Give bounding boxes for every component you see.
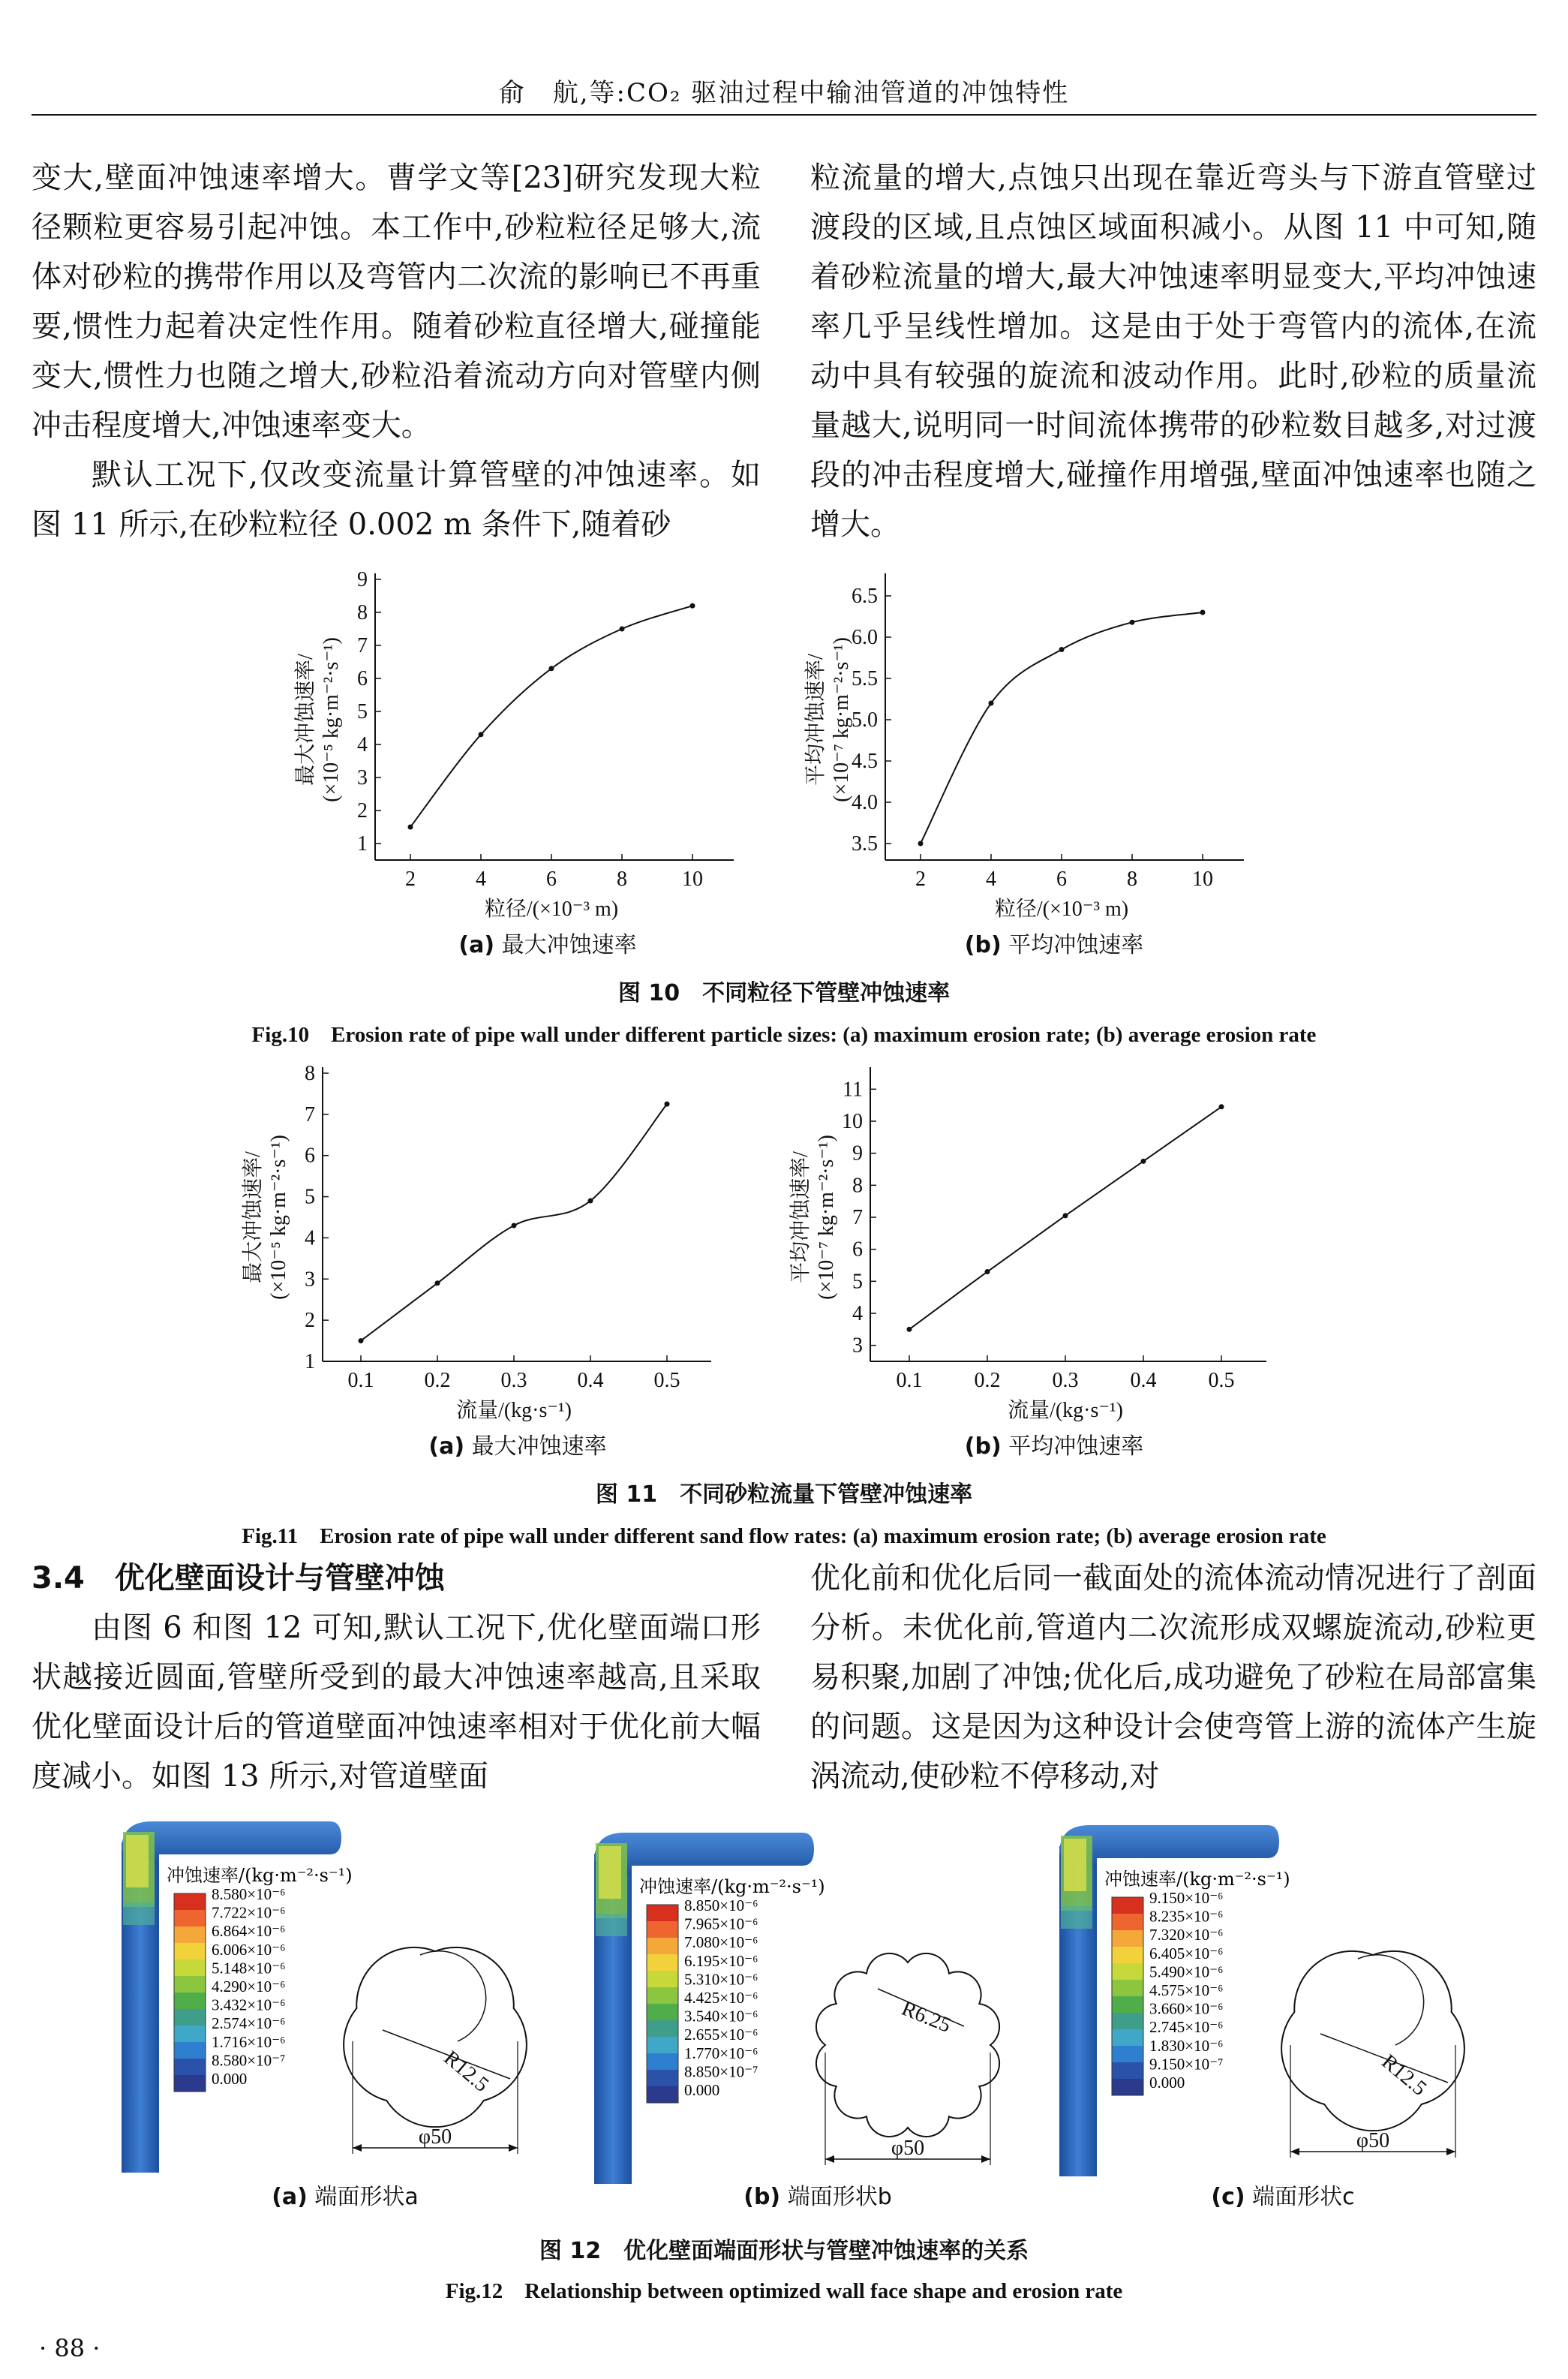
erosion-hotspot-core — [599, 1846, 621, 1899]
legend-swatch — [174, 1910, 206, 1926]
fig12-panel-a — [113, 1820, 563, 2173]
legend-swatch — [647, 2020, 678, 2037]
y-tick-label: 4.5 — [852, 750, 878, 773]
x-tick-label: 8 — [1127, 868, 1137, 891]
fig12-subcaption-a: (a) 端面形状a — [272, 2184, 419, 2210]
right-paragraph-2: 优化前和优化后同一截面处的流体流动情况进行了剖面分析。未优化前,管道内二次流形成双螺旋流动,砂粒更易积聚,加剧了冲蚀;优化后,成功避免了砂粒在局部富集的问题。这是因为这种设计会使弯管上游的流体产生旋涡流动,使砂粒不停移动,对 — [810, 1561, 1536, 1794]
legend-title: 冲蚀速率/(kg·m⁻²·s⁻¹) — [167, 1865, 353, 1886]
x-tick-label: 0.2 — [974, 1369, 1001, 1392]
arc-detail — [1358, 1955, 1424, 2045]
x-tick-label: 6 — [546, 868, 557, 891]
x-tick-label: 0.2 — [424, 1369, 451, 1392]
y-tick-label: 3 — [357, 766, 368, 789]
fig11a-chart — [233, 1058, 720, 1433]
y-tick-label: 6.0 — [852, 626, 878, 649]
legend-value: 4.425×10⁻⁶ — [684, 1989, 758, 2007]
data-point — [588, 1199, 593, 1204]
dim-arrow-left — [1290, 2148, 1299, 2155]
y-tick-label: 7 — [852, 1206, 863, 1229]
y-axis-label-unit: (×10⁻⁵ kg·m⁻²·s⁻¹) — [320, 637, 343, 802]
dim-arrow-right — [1446, 2148, 1455, 2155]
data-point — [907, 1327, 912, 1332]
legend-value: 5.148×10⁻⁶ — [212, 1959, 286, 1977]
fig10-caption-cn: 图 10 不同粒径下管壁冲蚀速率 — [617, 980, 951, 1006]
data-point — [665, 1102, 670, 1107]
legend-swatch — [174, 1943, 206, 1959]
left-paragraph-3: 由图 6 和图 12 可知,默认工况下,优化壁面端口形状越接近圆面,管壁所受到的最大冲蚀速率越高,且采取优化壁面设计后的管道壁面冲蚀速率相对于优化前大幅度减小。如图 13 所示,对管道壁面 — [32, 1611, 761, 1794]
y-axis-label: 平均冲蚀速率/ — [789, 1151, 813, 1283]
legend-value: 8.235×10⁻⁶ — [1149, 1907, 1224, 1926]
legend-swatch — [647, 1954, 678, 1971]
fig12-caption-en: Fig.12 Relationship between optimized wall face shape and erosion rate — [445, 2279, 1123, 2303]
x-tick-label: 2 — [915, 868, 926, 891]
legend-value: 2.655×10⁻⁶ — [684, 2026, 758, 2044]
legend-value: 7.080×10⁻⁶ — [684, 1933, 758, 1952]
x-tick-label: 6 — [1056, 868, 1067, 891]
fig12-panel-c — [1050, 1824, 1500, 2176]
left-column-bottom — [32, 1553, 761, 1801]
y-tick-label: 2 — [305, 1309, 315, 1333]
legend-swatch — [174, 1993, 206, 2009]
cross-section-outline — [816, 1953, 999, 2137]
y-tick-label: 5.5 — [852, 667, 878, 690]
x-axis-label: 粒径/(×10⁻³ m) — [994, 898, 1129, 921]
legend-swatch — [1112, 2046, 1143, 2062]
legend-value: 7.722×10⁻⁶ — [212, 1903, 286, 1922]
legend-swatch — [1112, 1996, 1143, 2013]
y-tick-label: 9 — [852, 1141, 863, 1165]
legend-swatch — [174, 1959, 206, 1976]
legend-title: 冲蚀速率/(kg·m⁻²·s⁻¹) — [639, 1876, 825, 1897]
legend-value: 7.965×10⁻⁶ — [684, 1914, 758, 1933]
cross-section-outline — [1281, 1951, 1464, 2131]
x-tick-label: 8 — [617, 868, 627, 891]
y-tick-label: 1 — [305, 1350, 315, 1373]
right-column-bottom — [810, 1553, 1536, 1801]
data-point — [408, 825, 413, 830]
legend-value: 7.320×10⁻⁶ — [1149, 1926, 1224, 1944]
cross-section-outline — [344, 1947, 527, 2127]
legend-value: 0.000 — [684, 2081, 720, 2099]
legend-swatch — [174, 1976, 206, 1993]
y-tick-label: 9 — [357, 568, 368, 591]
x-tick-label: 0.5 — [1208, 1369, 1235, 1392]
radius-label: R6.25 — [898, 1996, 954, 2038]
radius-label: R12.5 — [439, 2046, 494, 2097]
y-tick-label: 4 — [357, 733, 368, 756]
x-axis-label: 粒径/(×10⁻³ m) — [484, 898, 619, 921]
legend-swatch — [1112, 1947, 1143, 1963]
arc-detail — [420, 1951, 486, 2041]
y-axis-label-unit: (×10⁻⁵ kg·m⁻²·s⁻¹) — [267, 1135, 290, 1300]
x-tick-label: 4 — [476, 868, 486, 891]
diameter-label: φ50 — [1356, 2129, 1390, 2152]
legend-swatch — [647, 2053, 678, 2070]
dim-arrow-left — [353, 2144, 362, 2152]
right-paragraph-1: 粒流量的增大,点蚀只出现在靠近弯头与下游直管壁过渡段的区域,且点蚀区域面积减小。从图 11 中可知,随着砂粒流量的增大,最大冲蚀速率明显变大,平均冲蚀速率几乎呈线性增加。这是由于处于弯管内的流体,在流动中具有较强的旋流和波动作用。此时,砂粒的质量流量越大,说明同一时间流体携带的砂粒数目越多,对过渡段的冲击程度增大,碰撞作用增强,壁面冲蚀速率也随之增大。 — [810, 161, 1536, 542]
y-axis-label-unit: (×10⁻⁷ kg·m⁻²·s⁻¹) — [815, 1135, 838, 1300]
diameter-label: φ50 — [891, 2137, 925, 2160]
series-line — [361, 1104, 667, 1340]
y-tick-label: 5.0 — [852, 708, 878, 732]
y-tick-label: 3 — [305, 1268, 315, 1292]
fig11b-subcaption: (b) 平均冲蚀速率 — [964, 1433, 1144, 1460]
legend-swatch — [1112, 1930, 1143, 1947]
y-tick-label: 6 — [357, 667, 368, 690]
legend-value: 0.000 — [212, 2070, 248, 2088]
x-tick-label: 10 — [682, 868, 703, 891]
legend-swatch — [647, 1905, 678, 1921]
radius-leader — [383, 2030, 510, 2079]
y-axis-label-unit: (×10⁻⁷ kg·m⁻²·s⁻¹) — [830, 637, 853, 802]
fig11-caption-cn: 图 11 不同砂粒流量下管壁冲蚀速率 — [595, 1481, 973, 1508]
y-tick-label: 1 — [357, 832, 368, 856]
running-title: 俞 航,等:CO₂ 驱油过程中输油管道的冲蚀特性 — [498, 78, 1070, 108]
legend-value: 4.290×10⁻⁶ — [212, 1977, 286, 1996]
legend-value: 1.770×10⁻⁶ — [684, 2044, 758, 2062]
fig10b-subcaption: (b) 平均冲蚀速率 — [964, 932, 1144, 958]
legend-swatch — [174, 1926, 206, 1943]
legend-value: 8.580×10⁻⁷ — [212, 2051, 286, 2070]
erosion-transition — [123, 1902, 155, 1925]
data-point — [1063, 1213, 1068, 1218]
y-tick-label: 8 — [357, 601, 368, 624]
y-tick-label: 7 — [305, 1102, 315, 1126]
data-point — [1219, 1104, 1224, 1109]
dim-arrow-left — [825, 2155, 834, 2163]
y-tick-label: 4.0 — [852, 791, 878, 814]
legend-swatch — [174, 1893, 206, 1910]
fig10-caption-en: Fig.10 Erosion rate of pipe wall under different particle sizes: (a) maximum erosion rate; (b) average erosion rate — [251, 1023, 1317, 1047]
left-paragraph-1: 变大,壁面冲蚀速率增大。曹学文等[23]研究发现大粒径颗粒更容易引起冲蚀。本工作中,砂粒粒径足够大,流体对砂粒的携带作用以及弯管内二次流的影响已不再重要,惯性力起着决定性作用。随着砂粒直径增大,碰撞能变大,惯性力也随之增大,砂粒沿着流动方向对管壁内侧冲击程度增大,冲蚀速率变大。 — [32, 161, 761, 443]
section-title: 3.4 优化壁面设计与管壁冲蚀 — [32, 1561, 445, 1596]
radius-label: R12.5 — [1377, 2050, 1431, 2101]
x-tick-label: 0.1 — [347, 1369, 374, 1392]
x-tick-label: 4 — [986, 868, 996, 891]
diameter-label: φ50 — [418, 2125, 452, 2149]
legend-swatch — [1112, 2062, 1143, 2079]
header-rule — [32, 114, 1536, 116]
legend-value: 0.000 — [1149, 2074, 1185, 2092]
legend-swatch — [647, 2037, 678, 2053]
fig12-caption-cn: 图 12 优化壁面端面形状与管壁冲蚀速率的关系 — [539, 2238, 1029, 2264]
legend-value: 3.540×10⁻⁶ — [684, 2007, 758, 2026]
data-point — [620, 627, 625, 632]
legend-title: 冲蚀速率/(kg·m⁻²·s⁻¹) — [1104, 1869, 1290, 1890]
legend-swatch — [647, 2004, 678, 2020]
x-tick-label: 0.4 — [1130, 1369, 1157, 1392]
x-tick-label: 0.3 — [500, 1369, 527, 1392]
y-tick-label: 10 — [842, 1110, 863, 1133]
fig12-subcaption-b: (b) 端面形状b — [743, 2184, 892, 2210]
fig12-subcaption-c: (c) 端面形状c — [1211, 2184, 1355, 2210]
legend-value: 2.745×10⁻⁶ — [1149, 2018, 1224, 2037]
legend-swatch — [1112, 1897, 1143, 1914]
legend-swatch — [1112, 1980, 1143, 1996]
legend-swatch — [1112, 2013, 1143, 2029]
legend-value: 3.432×10⁻⁶ — [212, 1996, 286, 2014]
fig10a-chart — [285, 564, 743, 932]
data-point — [918, 841, 924, 847]
legend-value: 2.574×10⁻⁶ — [212, 2014, 286, 2033]
left-column-top — [32, 153, 761, 549]
x-tick-label: 0.4 — [577, 1369, 604, 1392]
legend-swatch — [647, 2070, 678, 2086]
legend-swatch — [1112, 1914, 1143, 1930]
data-point — [359, 1338, 364, 1343]
legend-swatch — [1112, 2079, 1143, 2095]
legend-value: 3.660×10⁻⁶ — [1149, 1999, 1224, 2018]
fig11b-chart — [780, 1058, 1275, 1433]
legend-value: 4.575×10⁻⁶ — [1149, 1981, 1224, 1999]
data-point — [985, 1269, 990, 1274]
y-tick-label: 6 — [305, 1144, 315, 1168]
legend-value: 8.850×10⁻⁷ — [684, 2062, 758, 2081]
legend-value: 1.716×10⁻⁶ — [212, 2032, 286, 2051]
dim-arrow-right — [981, 2155, 990, 2163]
fig12-panel-drawing — [585, 1831, 1035, 2184]
y-axis-label: 平均冲蚀速率/ — [804, 654, 828, 786]
legend-swatch — [647, 1938, 678, 1954]
data-point — [1141, 1159, 1146, 1164]
legend-value: 6.864×10⁻⁶ — [212, 1922, 286, 1941]
y-axis-label: 最大冲蚀速率/ — [294, 654, 317, 786]
x-tick-label: 2 — [405, 868, 416, 891]
erosion-transition — [1061, 1906, 1092, 1929]
y-tick-label: 3 — [852, 1334, 863, 1358]
y-tick-label: 8 — [305, 1062, 315, 1085]
legend-swatch — [647, 2086, 678, 2103]
right-column-top — [810, 153, 1536, 549]
legend-swatch — [647, 1921, 678, 1938]
data-point — [1200, 610, 1206, 615]
fig10a-subcaption: (a) 最大冲蚀速率 — [458, 932, 637, 958]
legend-swatch — [647, 1971, 678, 1987]
fig12-panel-drawing — [1050, 1824, 1500, 2176]
legend-value: 6.195×10⁻⁶ — [684, 1951, 758, 1970]
legend-value: 8.850×10⁻⁶ — [684, 1896, 758, 1914]
x-tick-label: 10 — [1192, 868, 1213, 891]
legend-swatch — [174, 2026, 206, 2042]
legend-swatch — [1112, 1963, 1143, 1980]
legend-swatch — [174, 2042, 206, 2059]
y-tick-label: 6 — [852, 1238, 863, 1262]
y-tick-label: 4 — [305, 1226, 315, 1250]
x-axis-label: 流量/(kg·s⁻¹) — [456, 1399, 572, 1422]
legend-value: 1.830×10⁻⁶ — [1149, 2036, 1224, 2055]
legend-value: 5.310×10⁻⁶ — [684, 1970, 758, 1989]
y-tick-label: 4 — [852, 1302, 863, 1325]
fig12-panel-b — [585, 1831, 1035, 2184]
fig11a-subcaption: (a) 最大冲蚀速率 — [428, 1433, 607, 1460]
legend-value: 5.490×10⁻⁶ — [1149, 1962, 1224, 1981]
legend-value: 8.580×10⁻⁶ — [212, 1885, 286, 1903]
data-point — [549, 666, 554, 671]
erosion-transition — [596, 1914, 627, 1936]
legend-swatch — [647, 1987, 678, 2004]
legend-swatch — [174, 2059, 206, 2075]
fig11-caption-en: Fig.11 Erosion rate of pipe wall under different sand flow rates: (a) maximum erosion rate; (b) average erosion rate — [242, 1524, 1326, 1548]
series-line — [410, 606, 692, 827]
data-point — [479, 732, 484, 737]
y-tick-label: 5 — [357, 700, 368, 723]
radius-leader — [1320, 2034, 1448, 2083]
y-axis-label: 最大冲蚀速率/ — [242, 1151, 265, 1283]
x-axis-label: 流量/(kg·s⁻¹) — [1008, 1399, 1123, 1422]
legend-swatch — [174, 2075, 206, 2092]
y-tick-label: 5 — [305, 1185, 315, 1209]
left-paragraph-2: 默认工况下,仅改变流量计算管壁的冲蚀速率。如图 11 所示,在砂粒粒径 0.002 m 条件下,随着砂 — [32, 458, 761, 542]
y-tick-label: 6.5 — [852, 585, 878, 608]
legend-value: 9.150×10⁻⁶ — [1149, 1889, 1224, 1907]
x-tick-label: 0.3 — [1052, 1369, 1079, 1392]
data-point — [989, 701, 994, 706]
data-point — [690, 603, 695, 609]
legend-value: 6.006×10⁻⁶ — [212, 1940, 286, 1959]
legend-swatch — [1112, 2029, 1143, 2046]
y-tick-label: 8 — [852, 1174, 863, 1198]
data-point — [1130, 620, 1135, 625]
x-tick-label: 0.1 — [896, 1369, 923, 1392]
data-point — [435, 1280, 440, 1286]
page-number: · 88 · — [39, 2334, 101, 2362]
erosion-hotspot-core — [1064, 1839, 1086, 1891]
erosion-hotspot-core — [126, 1835, 149, 1887]
legend-value: 6.405×10⁻⁶ — [1149, 1944, 1224, 1962]
x-tick-label: 0.5 — [653, 1369, 680, 1392]
legend-swatch — [174, 2009, 206, 2026]
data-point — [512, 1223, 517, 1228]
y-tick-label: 2 — [357, 799, 368, 823]
data-point — [1059, 647, 1065, 652]
y-tick-label: 3.5 — [852, 832, 878, 856]
legend-value: 9.150×10⁻⁷ — [1149, 2055, 1224, 2074]
dim-arrow-right — [509, 2144, 518, 2152]
y-tick-label: 11 — [843, 1078, 863, 1102]
fig12-panel-drawing — [113, 1820, 563, 2173]
y-tick-label: 5 — [852, 1270, 863, 1294]
fig10b-chart — [795, 564, 1253, 932]
y-tick-label: 7 — [357, 634, 368, 657]
